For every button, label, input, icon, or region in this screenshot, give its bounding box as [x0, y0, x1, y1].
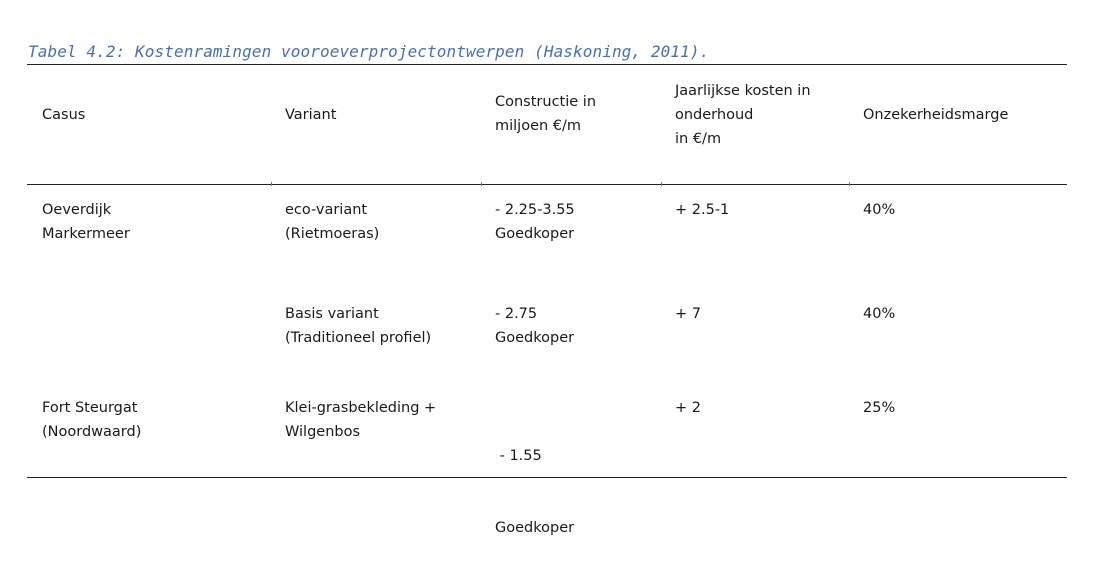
- row1-variant: [285, 198, 379, 246]
- row1-casus-line1: Oeverdijk: [42, 202, 112, 218]
- row3-constructie-line2: Goedkoper: [495, 520, 575, 536]
- row3-constructie-line1: - 1.55: [495, 448, 542, 464]
- column-divider-tick: [849, 182, 850, 186]
- row2-variant-line1: Basis variant: [285, 306, 379, 322]
- row2-jaarlijks: + 7: [675, 306, 701, 322]
- row3-variant-line1: Klei-grasbekleding +: [285, 400, 437, 416]
- row1-jaarlijks: + 2.5-1: [675, 202, 730, 218]
- header-constructie: [495, 90, 596, 138]
- header-constructie-line1: Constructie in: [495, 94, 597, 110]
- header-jaarlijks-line1: Jaarlijkse kosten in: [675, 83, 811, 99]
- row2-marge: 40%: [863, 306, 896, 322]
- column-divider-tick: [271, 182, 272, 186]
- header-variant: Variant: [285, 107, 337, 123]
- row2-variant-line2: (Traditioneel profiel): [285, 330, 432, 346]
- header-jaarlijks-line3: in €/m: [675, 131, 722, 147]
- header-jaarlijks-line2: onderhoud: [675, 107, 754, 123]
- row1-constructie-line2: Goedkoper: [495, 226, 575, 242]
- row3-constructie: [495, 396, 574, 564]
- row1-marge: 40%: [863, 202, 896, 218]
- row2-constructie-line2: Goedkoper: [495, 330, 575, 346]
- row3-variant: [285, 396, 436, 444]
- row1-variant-line2: (Rietmoeras): [285, 226, 380, 242]
- row3-casus: [42, 396, 141, 444]
- table-caption: Tabel 4.2: Kostenramingen vooroeverprojectontwerpen (Haskoning, 2011).: [28, 42, 710, 61]
- header-jaarlijks: [675, 79, 811, 151]
- header-onzekerheid: Onzekerheidsmarge: [863, 107, 1009, 123]
- column-divider-tick: [661, 182, 662, 186]
- row1-variant-line1: eco-variant: [285, 202, 368, 218]
- row2-constructie-line1: - 2.75: [495, 306, 538, 322]
- header-constructie-line2: miljoen €/m: [495, 118, 582, 134]
- row3-jaarlijks: + 2: [675, 400, 701, 416]
- table-top-rule: [27, 64, 1067, 65]
- row2-constructie: [495, 302, 574, 350]
- row1-constructie-line1: - 2.25-3.55: [495, 202, 575, 218]
- column-divider-tick: [481, 182, 482, 186]
- header-casus: Casus: [42, 107, 86, 123]
- row1-casus: [42, 198, 130, 246]
- row3-casus-line1: Fort Steurgat: [42, 400, 138, 416]
- row3-marge: 25%: [863, 400, 896, 416]
- row3-variant-line2: Wilgenbos: [285, 424, 361, 440]
- row1-constructie: [495, 198, 575, 246]
- row1-casus-line2: Markermeer: [42, 226, 130, 242]
- table-header-rule: [27, 184, 1067, 185]
- row3-casus-line2: (Noordwaard): [42, 424, 142, 440]
- row2-variant: [285, 302, 431, 350]
